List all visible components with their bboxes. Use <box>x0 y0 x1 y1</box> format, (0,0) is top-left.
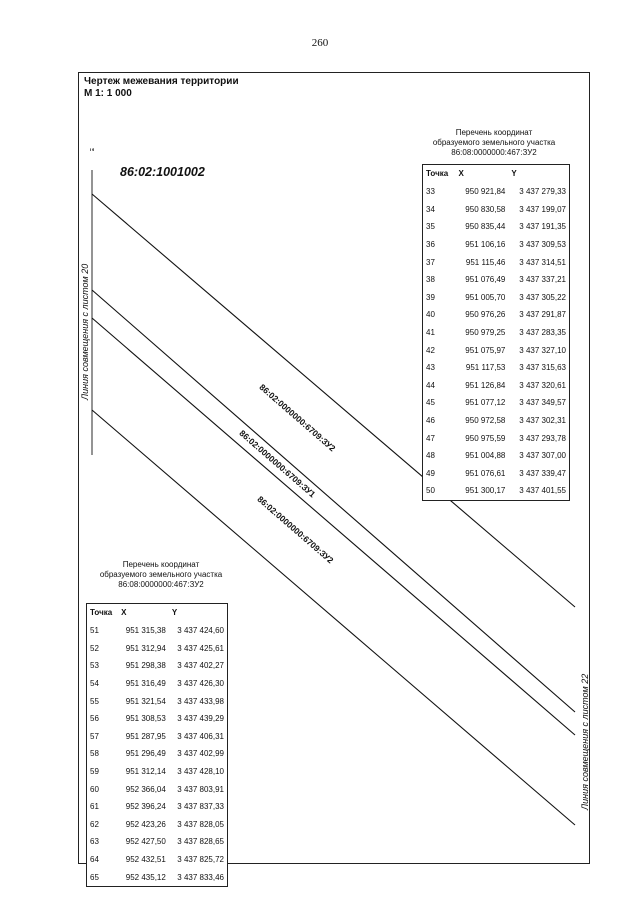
x-coordinate-cell: 951 077,12 <box>465 398 506 408</box>
y-coordinate-cell: 3 437 320,61 <box>519 380 566 390</box>
caption-line: образуемого земельного участка <box>99 570 223 579</box>
x-coordinate-cell: 950 976,26 <box>465 310 506 320</box>
y-coordinate-cell: 3 437 837,33 <box>177 802 224 812</box>
point-number-cell: 63 <box>90 837 99 847</box>
column-header-y: Y <box>511 169 517 178</box>
table-row <box>87 745 228 763</box>
y-coordinate-cell: 3 437 315,63 <box>519 363 566 373</box>
point-number-cell: 46 <box>426 416 435 426</box>
table-row <box>87 622 228 640</box>
x-coordinate-cell: 952 396,24 <box>125 802 166 812</box>
table-row <box>87 868 228 886</box>
x-coordinate-cell: 952 423,26 <box>125 819 166 829</box>
x-coordinate-cell: 951 287,95 <box>125 731 166 741</box>
table-row <box>87 780 228 798</box>
point-number-cell: 48 <box>426 451 435 461</box>
y-coordinate-cell: 3 437 833,46 <box>177 872 224 882</box>
table-row <box>423 253 570 271</box>
point-number-cell: 65 <box>90 872 99 882</box>
table-body <box>87 622 228 886</box>
point-number-cell: 34 <box>426 204 435 214</box>
table-row <box>423 412 570 430</box>
y-coordinate-cell: 3 437 307,00 <box>519 451 566 461</box>
point-number-cell: 61 <box>90 802 99 812</box>
caption-line: 86:08:0000000:467:ЗУ2 <box>118 580 204 589</box>
x-coordinate-cell: 951 075,97 <box>465 345 506 355</box>
y-coordinate-cell: 3 437 825,72 <box>177 855 224 865</box>
y-coordinate-cell: 3 437 424,60 <box>177 626 224 636</box>
point-number-cell: 44 <box>426 380 435 390</box>
point-number-cell: 41 <box>426 328 435 338</box>
y-coordinate-cell: 3 437 283,35 <box>519 328 566 338</box>
point-number-cell: 33 <box>426 187 435 197</box>
y-coordinate-cell: 3 437 402,99 <box>177 749 224 759</box>
x-coordinate-cell: 952 432,51 <box>125 855 166 865</box>
point-number-cell: 52 <box>90 643 99 653</box>
zu-label-1: 86:02:0000000:6709:ЗУ2 <box>257 382 338 454</box>
table-row <box>87 640 228 658</box>
table-row <box>423 324 570 342</box>
y-coordinate-cell: 3 437 828,65 <box>177 837 224 847</box>
table-row <box>87 816 228 834</box>
table-row <box>87 798 228 816</box>
table-row <box>87 763 228 781</box>
point-number-cell: 55 <box>90 696 99 706</box>
table-header-row <box>87 604 228 623</box>
column-header-x: X <box>121 608 127 617</box>
point-number-cell: 62 <box>90 819 99 829</box>
point-number-cell: 38 <box>426 275 435 285</box>
table-row <box>423 271 570 289</box>
x-coordinate-cell: 950 975,59 <box>465 433 506 443</box>
x-coordinate-cell: 951 117,53 <box>465 363 506 373</box>
x-coordinate-cell: 950 979,25 <box>465 328 506 338</box>
table-row <box>423 359 570 377</box>
x-coordinate-cell: 951 115,46 <box>465 257 506 267</box>
coordinate-table-right <box>422 164 570 501</box>
y-coordinate-cell: 3 437 291,87 <box>519 310 566 320</box>
point-number-cell: 39 <box>426 292 435 302</box>
y-coordinate-cell: 3 437 426,30 <box>177 679 224 689</box>
table-row <box>423 394 570 412</box>
y-coordinate-cell: 3 437 433,98 <box>177 696 224 706</box>
caption-line: Перечень координат <box>455 128 533 137</box>
boundary-label-right: Линия совмещения с листом 22 <box>580 673 590 810</box>
table-row <box>423 183 570 201</box>
y-coordinate-cell: 3 437 428,10 <box>177 767 224 777</box>
table-row <box>87 833 228 851</box>
x-coordinate-cell: 951 316,49 <box>125 679 166 689</box>
x-coordinate-cell: 951 076,49 <box>465 275 506 285</box>
column-header-x: X <box>458 169 464 178</box>
y-coordinate-cell: 3 437 293,78 <box>519 433 566 443</box>
x-coordinate-cell: 951 298,38 <box>125 661 166 671</box>
x-coordinate-cell: 951 004,88 <box>465 451 506 461</box>
x-coordinate-cell: 951 005,70 <box>465 292 506 302</box>
table-row <box>423 236 570 254</box>
drawing-title-name: Чертеж межевания территории <box>84 76 239 87</box>
column-header-y: Y <box>171 608 178 617</box>
table-row <box>87 728 228 746</box>
point-number-cell: 51 <box>90 626 99 636</box>
point-number-cell: 59 <box>90 767 99 777</box>
coordinate-table-left <box>86 603 228 887</box>
x-coordinate-cell: 951 076,61 <box>465 468 506 478</box>
y-coordinate-cell: 3 437 302,31 <box>519 416 566 426</box>
point-number-cell: 43 <box>426 363 435 373</box>
table-row <box>423 465 570 483</box>
table-row <box>423 201 570 219</box>
drawing-scale: М 1: 1 000 <box>84 88 132 99</box>
table-row <box>87 710 228 728</box>
y-coordinate-cell: 3 437 305,22 <box>519 292 566 302</box>
y-coordinate-cell: 3 437 279,33 <box>519 187 566 197</box>
table-body <box>423 183 570 500</box>
x-coordinate-cell: 951 300,17 <box>465 486 506 496</box>
north-arrow-icon: Ξ <box>90 148 96 152</box>
zu-label-3: 86:02:0000000:6709:ЗУ2 <box>255 494 336 566</box>
x-coordinate-cell: 952 427,50 <box>125 837 166 847</box>
y-coordinate-cell: 3 437 327,10 <box>519 345 566 355</box>
y-coordinate-cell: 3 437 339,47 <box>519 468 566 478</box>
y-coordinate-cell: 3 437 199,07 <box>519 204 566 214</box>
caption-line: образуемого земельного участка <box>432 138 556 147</box>
table-row <box>87 657 228 675</box>
x-coordinate-cell: 951 312,94 <box>125 643 166 653</box>
y-coordinate-cell: 3 437 402,27 <box>177 661 224 671</box>
x-coordinate-cell: 950 972,58 <box>465 416 506 426</box>
y-coordinate-cell: 3 437 439,29 <box>177 714 224 724</box>
point-number-cell: 58 <box>90 749 99 759</box>
zu-label-2: 86:02:0000000:6709:ЗУ1 <box>237 428 318 500</box>
table-row <box>87 675 228 693</box>
x-coordinate-cell: 952 366,04 <box>125 784 166 794</box>
table-header-row <box>423 165 570 184</box>
y-coordinate-cell: 3 437 309,53 <box>519 240 566 250</box>
table-left-caption <box>76 560 246 590</box>
point-number-cell: 37 <box>426 257 435 267</box>
page-number: 260 <box>311 37 329 49</box>
table-row <box>87 692 228 710</box>
x-coordinate-cell: 951 321,54 <box>125 696 166 706</box>
point-number-cell: 36 <box>426 240 435 250</box>
table-right-caption <box>410 128 578 158</box>
point-number-cell: 53 <box>90 661 99 671</box>
cadastral-block-label: 86:02:1001002 <box>120 165 205 179</box>
table-row <box>423 377 570 395</box>
y-coordinate-cell: 3 437 401,55 <box>519 486 566 496</box>
y-coordinate-cell: 3 437 803,91 <box>177 784 224 794</box>
table-row <box>423 482 570 500</box>
point-number-cell: 49 <box>426 468 435 478</box>
table-row <box>423 341 570 359</box>
y-coordinate-cell: 3 437 406,31 <box>177 731 224 741</box>
point-number-cell: 64 <box>90 855 99 865</box>
x-coordinate-cell: 951 296,49 <box>125 749 166 759</box>
point-number-cell: 56 <box>90 714 99 724</box>
table-row <box>423 289 570 307</box>
table-row <box>423 306 570 324</box>
table-row <box>87 851 228 869</box>
caption-line: Перечень координат <box>122 560 200 569</box>
point-number-cell: 54 <box>90 679 99 689</box>
y-coordinate-cell: 3 437 191,35 <box>519 222 566 232</box>
caption-line: 86:08:0000000:467:ЗУ2 <box>451 148 537 157</box>
x-coordinate-cell: 951 126,84 <box>465 380 506 390</box>
table-row <box>423 218 570 236</box>
x-coordinate-cell: 951 315,38 <box>125 626 166 636</box>
x-coordinate-cell: 950 921,84 <box>465 187 506 197</box>
x-coordinate-cell: 950 830,58 <box>465 204 506 214</box>
point-number-cell: 47 <box>426 433 435 443</box>
x-coordinate-cell: 951 308,53 <box>125 714 166 724</box>
point-number-cell: 40 <box>426 310 435 320</box>
column-header-point: Точка <box>90 608 113 617</box>
point-number-cell: 35 <box>426 222 435 232</box>
x-coordinate-cell: 950 835,44 <box>465 222 506 232</box>
y-coordinate-cell: 3 437 828,05 <box>177 819 224 829</box>
x-coordinate-cell: 951 106,16 <box>465 240 506 250</box>
x-coordinate-cell: 951 312,14 <box>125 767 166 777</box>
boundary-label-left: Линия совмещения с листом 20 <box>80 263 90 400</box>
y-coordinate-cell: 3 437 425,61 <box>177 643 224 653</box>
column-header-point: Точка <box>426 169 449 178</box>
point-number-cell: 50 <box>426 486 435 496</box>
x-coordinate-cell: 952 435,12 <box>125 872 166 882</box>
point-number-cell: 42 <box>426 345 435 355</box>
table-row <box>423 447 570 465</box>
y-coordinate-cell: 3 437 349,57 <box>519 398 566 408</box>
point-number-cell: 60 <box>90 784 99 794</box>
y-coordinate-cell: 3 437 337,21 <box>519 275 566 285</box>
point-number-cell: 57 <box>90 731 99 741</box>
y-coordinate-cell: 3 437 314,51 <box>519 257 566 267</box>
point-number-cell: 45 <box>426 398 435 408</box>
table-row <box>423 429 570 447</box>
